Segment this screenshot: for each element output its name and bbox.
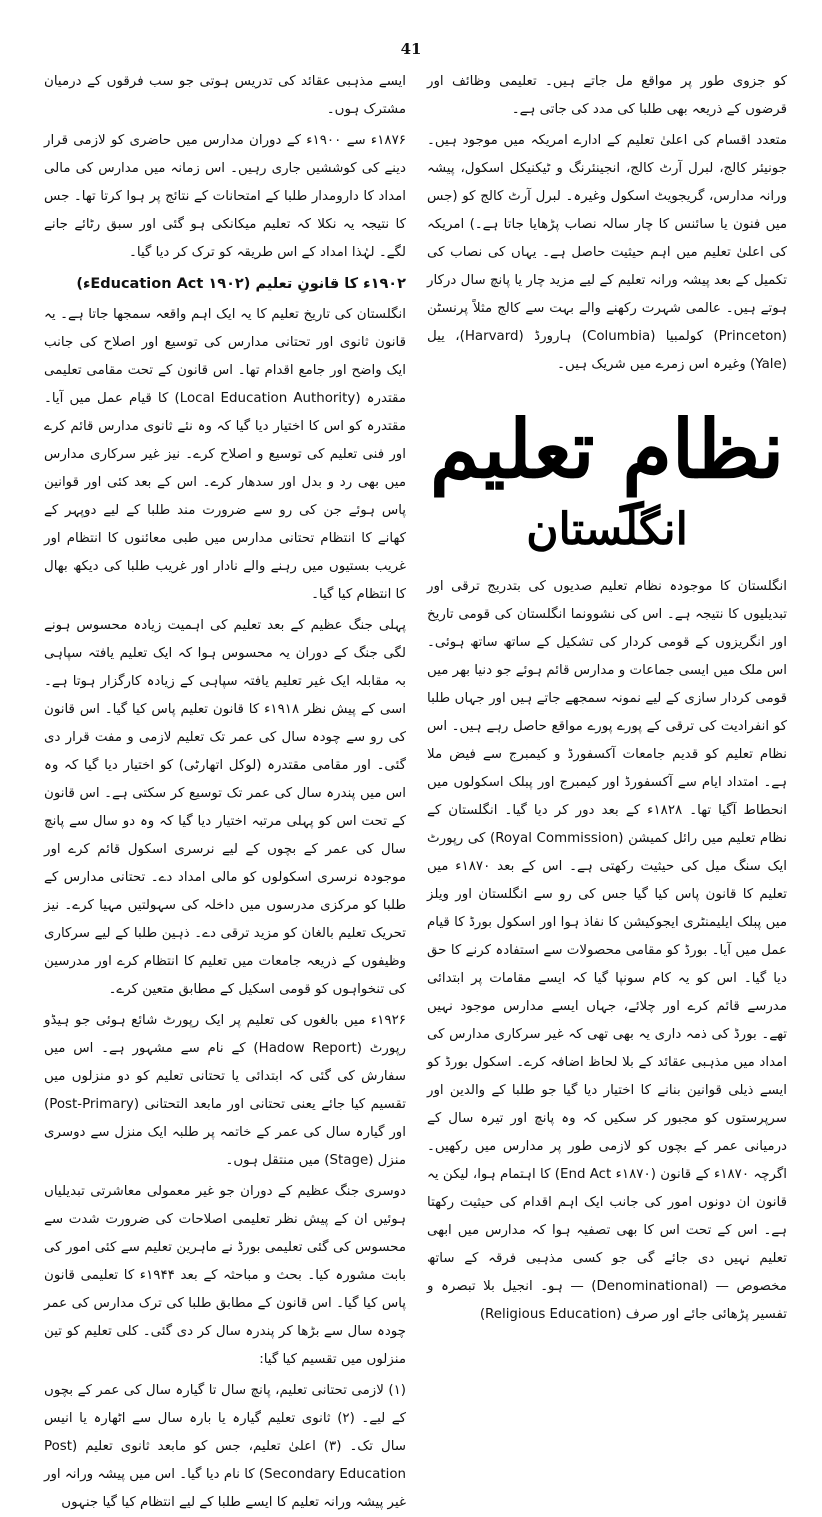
paragraph: پہلی جنگ عظیم کے بعد تعلیم کی اہمیت زیادہ محسوس ہونے لگی جنگ کے دوران یہ محسوس ہوا کہ ایک تعلیم یافتہ سپاہی بہ مقابلہ ایک غیر تعلیم یافتہ سپاہی کے زیادہ کارگزار ہوتا ہے۔ اسی کے پیش نظر ۱۹۱۸ء کا قانون تعلیم پاس کیا گیا۔ اس قانون کی رو سے چودہ سال کی عمر تک تعلیم لازمی و مفت قرار دی گئی۔ اور مقامی مقتدرہ (لوکل اتھارٹی) کو اختیار دیا گیا کہ وہ اس میں پندرہ سال کی عمر تک توسیع کر سکتی ہے۔ اس قانون کے تحت اس کو پہلی مرتبہ اختیار دیا گیا کہ وہ دو سال سے پانچ سال کی عمر کے بچوں کے لیے نرسری اسکول قائم کرے اور موجودہ نرسری اسکولوں کو مالی امداد دے۔ تحتانی مدارس کے طلبا کو مرکزی مدرسوں میں داخلہ کی سہولتیں مہیا کرے۔ نیز تحریک تعلیم بالغان کو مزید ترقی دے۔ ذہین طلبا کے لیے سرکاری وظیفوں کے ذریعہ جامعات میں تعلیم کا انتظام کرے اور مدرسین کی تنخواہوں کو قومی اسکیل کے مطابق متعین کرے۔ bbox=[44, 618, 406, 997]
page-number: 41 bbox=[400, 40, 422, 58]
section-heading: ۱۹۰۲ء کا قانونِ تعلیم (Education Act ۱۹۰۲ء) bbox=[76, 276, 406, 292]
paragraph: (۱) لازمی تحتانی تعلیم، پانچ سال تا گیارہ سال کی عمر کے بچوں کے لیے۔ (۲) ثانوی تعلیم گیارہ یا بارہ سال سے اٹھارہ یا انیس سال تک۔ (۳) اعلیٰ تعلیم، جس کو مابعد ثانوی تعلیم (Post Secondary Education) کا نام دیا گیا۔ اس میں پیشہ ورانہ اور غیر پیشہ ورانہ تعلیم کا ایسے طلبا کے لیے انتظام کیا گیا جنہوں bbox=[44, 1383, 406, 1510]
paragraph: انگلستان کا موجودہ نظام تعلیم صدیوں کی بتدریج ترقی اور تبدیلیوں کا نتیجہ ہے۔ اس کی نشوونما انگلستان کی قومی تاریخ اور انگریزوں کے قومی کردار کی تشکیل کے ساتھ ساتھ ہوئی۔ اس ملک میں ایسی جماعات و مدارس قائم ہوئے جو دنیا بھر میں قومی کردار سازی کے لیے نمونہ سمجھے جاتے ہیں اور جہاں طلبا کو انفرادیت کی ترقی کے پورے پورے مواقع حاصل رہے ہیں۔ اس نظام تعلیم کو قدیم جامعات آکسفورڈ و کیمبرج سے فیض ملا ہے۔ امتداد ایام سے آکسفورڈ اور کیمبرج اور پبلک اسکولوں میں انحطاط آگیا تھا۔ ۱۸۲۸ء کے بعد دور کر دیا گیا۔ انگلستان کے نظام تعلیم میں رائل کمیشن (Royal Commission) کی رپورٹ ایک سنگ میل کی حیثیت رکھتی ہے۔ اس کے بعد ۱۸۷۰ء میں تعلیم کا قانون پاس کیا گیا جس کی رو سے انگلستان اور ویلز میں پبلک ایلیمنٹری ایجوکیشن کا نفاذ ہوا اور اسکول بورڈ کا قیام عمل میں آیا۔ بورڈ کو مقامی محصولات سے استفادہ کرنے کا حق دیا گیا۔ اس کو یہ کام سونپا گیا کہ ایسے مقامات پر ابتدائی مدرسے قائم کرے اور چلائے، جہاں ایسے مدارس موجود نہیں تھے۔ بورڈ کی ذمہ داری یہ بھی تھی کہ غیر سرکاری مدارس کی امداد میں مذہبی عقائد کے بلا لحاظ اضافہ کرے۔ اسکول بورڈ کو ایسے ذیلی قوانین بنانے کا اختیار دیا گیا جو طلبا کے والدین اور سرپرستوں کو مجبور کر سکیں کہ وہ پانچ اور تیرہ سال کے درمیانی عمر کے بچوں کو لازمی طور پر مدارس میں رکھیں۔ اگرچہ ۱۸۷۰ء کے قانون (۱۸۷۰ء End Act) کا اہتمام ہوا، لیکن یہ قانون ان دونوں امور کی جانب ایک اہم اقدام کی حیثیت رکھتا ہے۔ اس کے تحت اس کا بھی تصفیہ ہوا کہ مدارس میں ابھی تعلیم نہیں دی جائے گی جو کسی مذہبی فرقہ کے ساتھ مخصوص — (Denominational) — ہو۔ انجیل بلا تبصرہ و تفسیر پڑھائی جائے اور صرف (Religious Education) bbox=[427, 579, 787, 1322]
main-title: نظامِ تعلیم bbox=[429, 402, 785, 496]
sub-title: انگلستان bbox=[526, 504, 688, 555]
title-block bbox=[427, 399, 787, 561]
left-column bbox=[44, 68, 407, 1510]
paragraph: متعدد اقسام کی اعلیٰ تعلیم کے ادارے امریکہ میں موجود ہیں۔ جونیئر کالج، لبرل آرٹ کالج، انجینئرنگ و ٹیکنیکل اسکول، پیشہ ورانہ مدارس، گریجویٹ اسکول وغیرہ۔ لبرل آرٹ کالج کو (جس میں فنون یا سائنس کا چار سالہ نصاب پڑھایا جاتا ہے۔) امریکہ کی اعلیٰ تعلیم میں اہم حیثیت حاصل ہے۔ یہاں کی نصاب کی تکمیل کے بعد پیشہ ورانہ تعلیم کے لیے مزید چار یا پانچ سال درکار ہوتے ہیں۔ عالمی شہرت رکھنے والے بہت سے کالج مثلاً پرنسٹن (Princeton) کولمبیا (Columbia) ہارورڈ (Harvard)، ییل (Yale) وغیرہ اس زمرے میں شریک ہیں۔ bbox=[427, 133, 787, 372]
paragraph: ۱۸۷۶ء سے ۱۹۰۰ء کے دوران مدارس میں حاضری کو لازمی قرار دینے کی کوششیں جاری رہیں۔ اس زمانہ میں مدارس کی مالی امداد کا دارومدار طلبا کے امتحانات کے نتائج پر ہوا کرتا تھا۔ جس کا نتیجہ یہ نکلا کہ تعلیم میکانکی ہو گئی اور سبق رٹائے جانے لگے۔ لہٰذا امداد کے اس طریقہ کو ترک کر دیا گیا۔ bbox=[44, 133, 406, 260]
paragraph: ۱۹۲۶ء میں بالغوں کی تعلیم پر ایک رپورٹ شائع ہوئی جو ہیڈو رپورٹ (Hadow Report) کے نام سے مشہور ہے۔ اس میں سفارش کی گئی کہ ابتدائی یا تحتانی تعلیم کو دو منزلوں میں تقسیم کیا جائے یعنی تحتانی اور مابعد التحتانی (Post-Primary) اور گیارہ سال کی عمر کے خاتمہ پر طلبہ ایک منزل سے دوسری منزل (Stage) میں منتقل ہوں۔ bbox=[44, 1013, 406, 1168]
paragraph: کو جزوی طور پر مواقع مل جاتے ہیں۔ تعلیمی وظائف اور قرضوں کے ذریعہ بھی طلبا کی مدد کی جاتی ہے۔ bbox=[427, 74, 787, 117]
right-column bbox=[427, 68, 787, 1332]
paragraph: دوسری جنگ عظیم کے دوران جو غیر معمولی معاشرتی تبدیلیاں ہوئیں ان کے پیش نظر تعلیمی اصلاحات کی ضرورت شدت سے محسوس کی گئی تعلیمی بورڈ نے ماہرین تعلیم سے کئی امور کی بابت مشورہ کیا۔ بحث و مباحثہ کے بعد ۱۹۴۴ء کا تعلیمی قانون پاس کیا گیا۔ اس قانون کے مطابق طلبا کی ترک مدارس کی عمر چودہ سال سے بڑھا کر پندرہ سال کر دی گئی۔ کلی تعلیم کو تین منزلوں میں تقسیم کیا گیا: bbox=[44, 1184, 407, 1367]
paragraph: ایسے مذہبی عقائد کی تدریس ہوتی جو سب فرقوں کے درمیان مشترک ہوں۔ bbox=[44, 74, 406, 117]
paragraph: انگلستان کی تاریخ تعلیم کا یہ ایک اہم واقعہ سمجھا جاتا ہے۔ یہ قانون ثانوی اور تحتانی مدارس کی توسیع اور اصلاح کی جانب ایک واضح اور جامع اقدام تھا۔ اس قانون کے تحت مقامی تعلیمی مقتدرہ (Local Education Authority) کا قیام عمل میں آیا۔ مقتدرہ کو اس کا اختیار دیا گیا کہ وہ نئے ثانوی مدارس قائم کرے اور فنی تعلیم کی توسیع و اصلاح کرے۔ نیز غیر سرکاری مدارس میں بھی رد و بدل اور سدھار کرے۔ اس کے بعد کئی اور قوانین پاس ہوئے جن کی رو سے ضرورت مند طلبا کے لیے دوپہر کے کھانے کا انتظام تحتانی مدارس میں طبی معائنوں کا انتظام اور غریب بستیوں میں رہنے والے نادار اور غریب طلبا کی دیکھ بھال کا انتظام کیا گیا۔ bbox=[44, 307, 406, 602]
